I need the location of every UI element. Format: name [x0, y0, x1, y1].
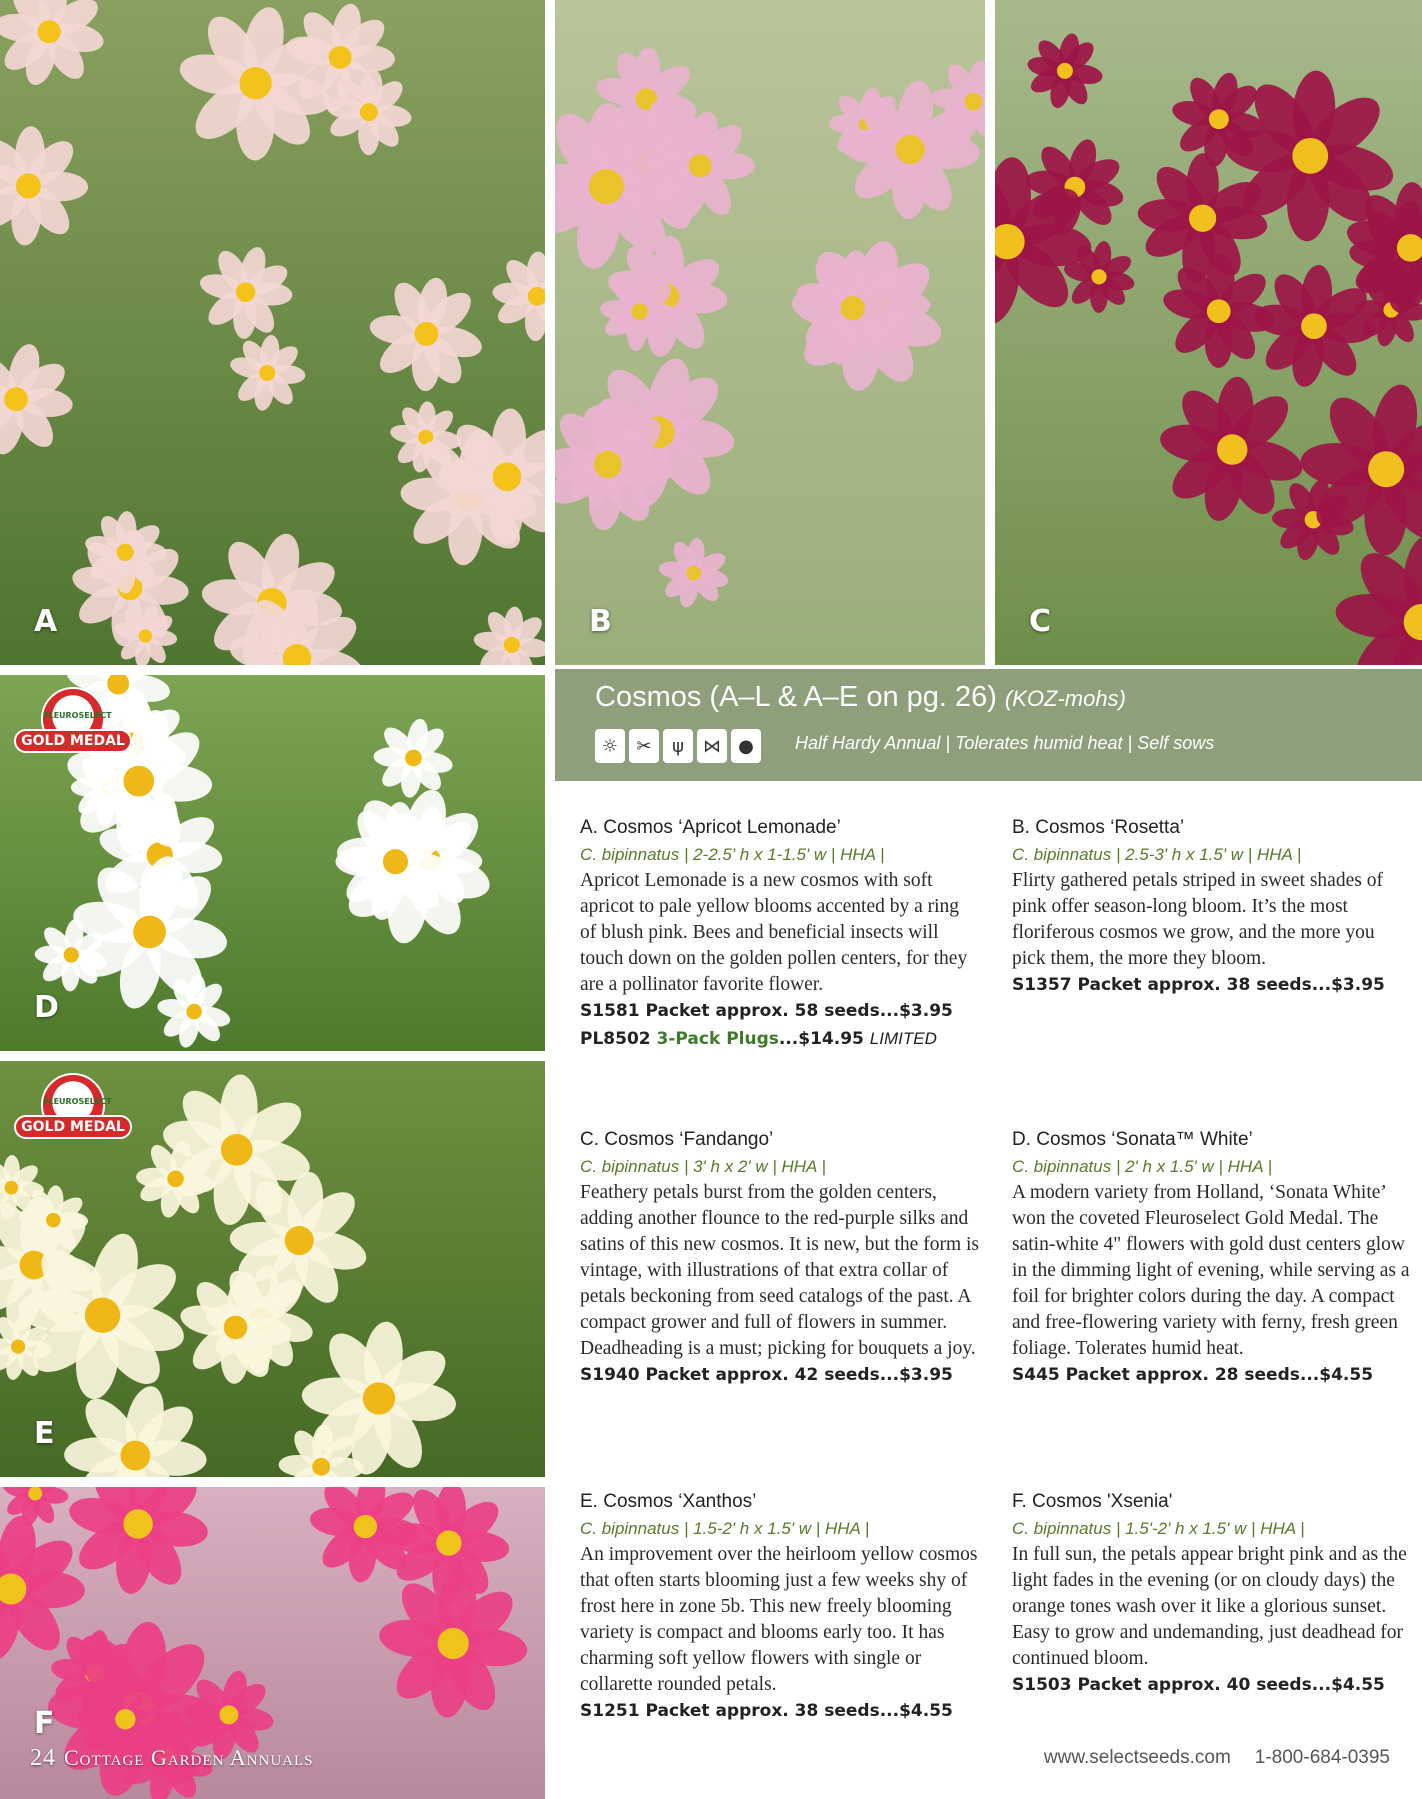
section-banner — [555, 669, 1422, 781]
page-footer-right — [1044, 1747, 1390, 1769]
entry-description: Feathery petals burst from the golden centers, adding another flounce to the red-purple silks and satins of this new cosmos. It is new, but the form is vintage, with illustrations of that extra collar of petals beckoning from seed catalogs of the past. A compact grower and full of flowers in summer. Deadheading is a must; picking for bouquets a joy. — [580, 1182, 979, 1359]
entry-a — [580, 814, 980, 1053]
entry-heading: A. Cosmos ‘Apricot Lemonade’ — [580, 817, 841, 838]
entry-meta: C. bipinnatus | 2-2.5' h x 1-1.5' w | HHA | — [580, 845, 885, 864]
photo-c-image — [995, 0, 1422, 665]
order-line: S445 Packet approx. 28 seeds...$4.55 — [1012, 1365, 1374, 1385]
entry-d — [1012, 1126, 1412, 1389]
entry-description: In full sun, the petals appear bright pink and as the light fades in the evening (or on cloudy days) the orange tones wash over it like a glorious sunset. Easy to grow and undemanding, just deadhead for continued bloom. — [1012, 1544, 1407, 1669]
gold-medal-label: GOLD MEDAL — [14, 1115, 132, 1139]
entry-meta: C. bipinnatus | 1.5-2' h x 1.5' w | HHA | — [580, 1519, 870, 1538]
entry-heading: E. Cosmos ‘Xanthos’ — [580, 1491, 757, 1512]
gold-medal-label: GOLD MEDAL — [14, 729, 132, 753]
entry-c — [580, 1126, 980, 1389]
section-title-text: Cosmos (A–L & A–E on pg. 26) — [595, 681, 997, 713]
photo-d — [0, 675, 545, 1051]
photo-letter-d: D — [34, 990, 59, 1025]
fleuroselect-logo-icon: FLEUROSELECT — [41, 687, 105, 751]
page-number: 24 — [30, 1745, 56, 1771]
entry-meta: C. bipinnatus | 2' h x 1.5' w | HHA | — [1012, 1157, 1273, 1176]
entry-heading: B. Cosmos ‘Rosetta’ — [1012, 817, 1185, 838]
order-line: S1581 Packet approx. 58 seeds...$3.95 — [580, 1001, 953, 1021]
butterfly-icon: ⋈ — [697, 729, 727, 763]
gold-medal-badge — [14, 1073, 132, 1163]
photo-letter-c: C — [1029, 604, 1052, 639]
photo-letter-a: A — [34, 604, 58, 639]
entry-heading: D. Cosmos ‘Sonata™ White’ — [1012, 1129, 1253, 1150]
entry-heading: C. Cosmos ‘Fandango’ — [580, 1129, 774, 1150]
phone-number: 1-800-684-0395 — [1254, 1747, 1390, 1768]
section-name: Cottage Garden Annuals — [64, 1745, 314, 1770]
entry-meta: C. bipinnatus | 2.5-3' h x 1.5' w | HHA | — [1012, 845, 1302, 864]
order-line-plugs: PL8502 3-Pack Plugs...$14.95 LIMITED — [580, 1029, 937, 1049]
entry-b — [1012, 814, 1412, 999]
photo-letter-f: F — [34, 1706, 55, 1741]
entry-f — [1012, 1488, 1412, 1699]
photo-e — [0, 1061, 545, 1477]
photo-a — [0, 0, 545, 665]
entry-description: An improvement over the heirloom yellow cosmos that often starts blooming just a few weeks shy of frost here in zone 5b. This new freely blooming variety is compact and blooms early too. It has charming soft yellow flowers with single or collarette rounded petals. — [580, 1544, 978, 1695]
entry-description: Apricot Lemonade is a new cosmos with soft apricot to pale yellow blooms accented by a ring of blush pink. Bees and beneficial insects will touch down on the golden pollen centers, for they are a pollinator favorite flower. — [580, 870, 968, 995]
cactus-icon: ψ — [663, 729, 693, 763]
bee-icon: ● — [731, 729, 761, 763]
scissors-icon: ✂ — [629, 729, 659, 763]
pronunciation: (KOZ-mohs) — [1004, 686, 1126, 711]
gold-medal-badge — [14, 687, 132, 777]
page-footer-left — [30, 1745, 314, 1772]
entry-e — [580, 1488, 980, 1725]
entry-description: A modern variety from Holland, ‘Sonata White’ won the coveted Fleuroselect Gold Medal. The satin-white 4" flowers with gold dust centers glow in the dimming light of evening, while serving as a foil for brighter colors during the day. A compact and free-flowering variety with ferny, fresh green foliage. Tolerates humid heat. — [1012, 1182, 1410, 1359]
entry-heading: F. Cosmos 'Xsenia' — [1012, 1491, 1173, 1512]
fleuroselect-logo-icon: FLEUROSELECT — [41, 1073, 105, 1137]
order-line: S1940 Packet approx. 42 seeds...$3.95 — [580, 1365, 953, 1385]
photo-b-image — [555, 0, 985, 665]
photo-letter-e: E — [34, 1416, 55, 1451]
section-title — [595, 681, 1126, 714]
entry-meta: C. bipinnatus | 1.5'-2' h x 1.5' w | HHA | — [1012, 1519, 1305, 1538]
entry-description: Flirty gathered petals striped in sweet shades of pink offer season-long bloom. It’s the most floriferous cosmos we grow, and the more you pick them, the more they bloom. — [1012, 870, 1383, 969]
order-line: S1251 Packet approx. 38 seeds...$4.55 — [580, 1701, 953, 1721]
photo-c — [995, 0, 1422, 665]
photo-b — [555, 0, 985, 665]
photo-a-image — [0, 0, 545, 665]
trait-text: Half Hardy Annual | Tolerates humid heat | Self sows — [795, 733, 1215, 753]
entry-meta: C. bipinnatus | 3' h x 2' w | HHA | — [580, 1157, 826, 1176]
order-line: S1357 Packet approx. 38 seeds...$3.95 — [1012, 975, 1385, 995]
sun-icon: ☼ — [595, 729, 625, 763]
website-link[interactable]: www.selectseeds.com — [1043, 1747, 1231, 1768]
trait-icons — [595, 729, 761, 763]
photo-letter-b: B — [589, 604, 612, 639]
order-line: S1503 Packet approx. 40 seeds...$4.55 — [1012, 1675, 1385, 1695]
